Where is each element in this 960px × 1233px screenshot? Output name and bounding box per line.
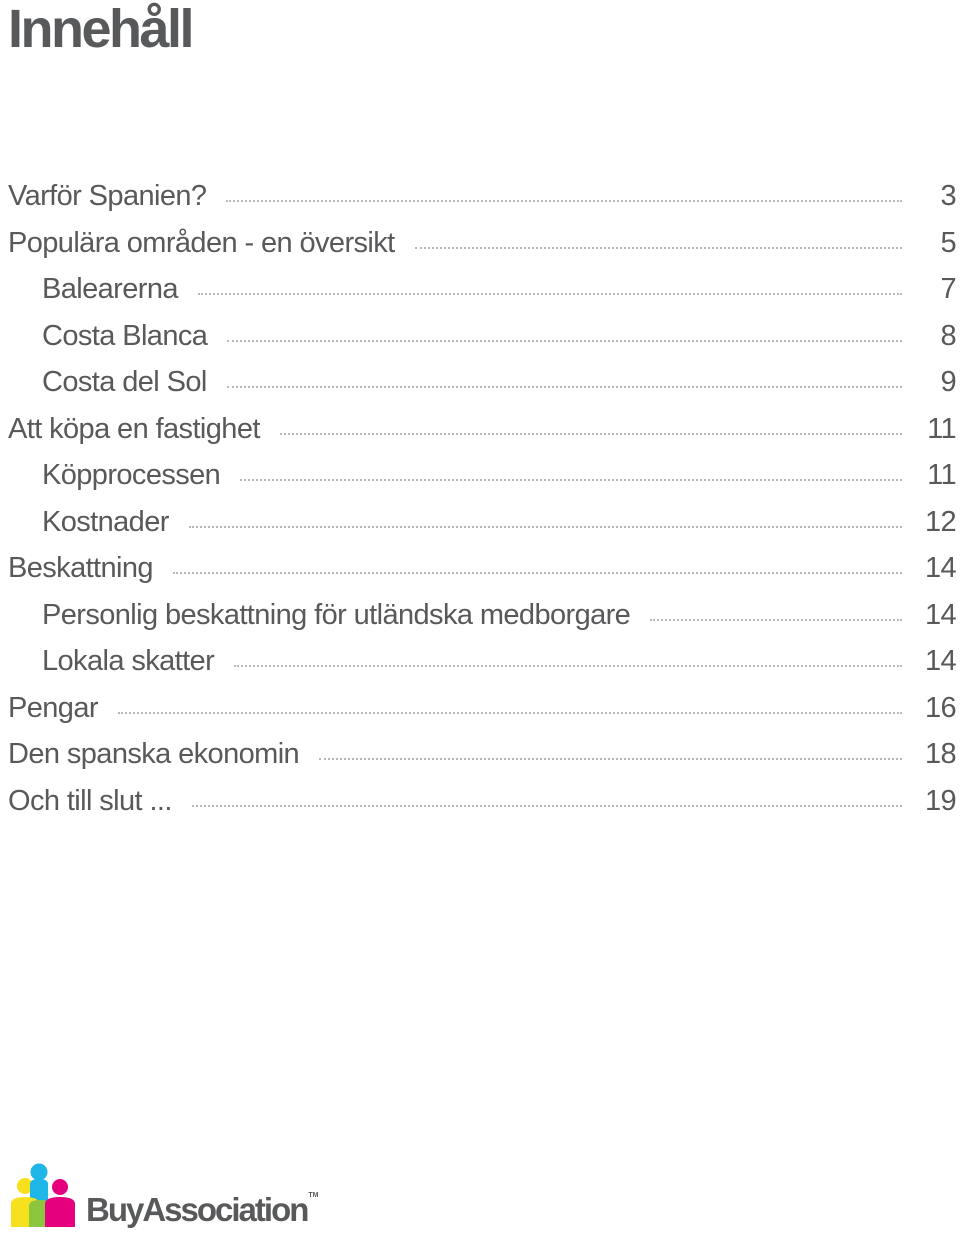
toc-entry-page-number: 16 — [924, 691, 956, 724]
toc-entry-label: Populära områden - en översikt — [8, 226, 395, 259]
toc-entry-label: Pengar — [8, 691, 98, 724]
toc-entry-label: Balearerna — [42, 273, 178, 305]
toc-entry[interactable] — [8, 180, 956, 227]
toc-dot-leader — [226, 200, 902, 202]
toc-entry-label: Kostnader — [42, 505, 169, 538]
toc-entry-page-number: 14 — [924, 598, 956, 631]
toc-dot-leader — [280, 433, 902, 435]
toc-entry[interactable] — [8, 459, 956, 506]
toc-entry-label: Personlig beskattning för utländska medborgare — [42, 598, 631, 631]
toc-entry-page-number: 9 — [940, 366, 956, 398]
toc-entry-label: Och till slut ... — [8, 784, 172, 817]
toc-entry-page-number: 12 — [924, 505, 956, 538]
toc-entry[interactable] — [8, 552, 956, 599]
toc-entry-page-number: 3 — [940, 180, 956, 212]
toc-entry[interactable] — [8, 785, 956, 832]
brand-logo — [8, 1162, 319, 1228]
toc-dot-leader — [118, 712, 902, 714]
toc-entry-label: Varför Spanien? — [8, 180, 207, 212]
toc-dot-leader — [319, 758, 902, 760]
toc-entry[interactable] — [8, 320, 956, 367]
toc-dot-leader — [189, 526, 902, 528]
toc-entry-page-number: 11 — [927, 459, 956, 491]
toc-dot-leader — [227, 340, 902, 342]
toc-entry[interactable] — [8, 366, 956, 413]
toc-dot-leader — [415, 247, 902, 249]
toc-dot-leader — [227, 386, 902, 388]
toc-entry[interactable] — [8, 645, 956, 692]
toc-entry[interactable] — [8, 413, 956, 460]
toc-entry-page-number: 19 — [924, 784, 956, 817]
buyassociation-logo-icon — [8, 1162, 76, 1228]
trademark-mark: TM — [308, 1192, 319, 1199]
toc-entry-page-number: 18 — [924, 738, 956, 770]
toc-entry-label: Den spanska ekonomin — [8, 738, 300, 770]
toc-entry-label: Beskattning — [8, 552, 153, 584]
toc-dot-leader — [173, 572, 902, 574]
toc-dot-leader — [650, 619, 902, 621]
toc-entry-page-number: 5 — [940, 226, 956, 259]
toc-entry-page-number: 8 — [940, 319, 956, 352]
toc-entry[interactable] — [8, 273, 956, 320]
toc-entry[interactable] — [8, 506, 956, 553]
toc-entry-page-number: 14 — [924, 552, 956, 584]
toc-entry-page-number: 11 — [927, 412, 956, 445]
page-title: Innehåll — [8, 0, 193, 59]
toc-entry-page-number: 7 — [940, 273, 956, 305]
table-of-contents — [8, 180, 956, 831]
toc-entry-label: Lokala skatter — [42, 645, 215, 677]
toc-entry-label: Costa Blanca — [42, 319, 208, 352]
toc-entry-label: Köpprocessen — [42, 459, 221, 491]
toc-dot-leader — [198, 293, 902, 295]
brand-name: BuyAssociation — [86, 1191, 308, 1228]
toc-entry-page-number: 14 — [924, 645, 956, 677]
toc-entry-label: Costa del Sol — [42, 366, 207, 398]
toc-dot-leader — [192, 805, 902, 807]
toc-entry[interactable] — [8, 599, 956, 646]
toc-entry-label: Att köpa en fastighet — [8, 412, 260, 445]
toc-entry[interactable] — [8, 227, 956, 274]
toc-dot-leader — [240, 479, 902, 481]
toc-dot-leader — [234, 665, 902, 667]
toc-entry[interactable] — [8, 692, 956, 739]
toc-entry[interactable] — [8, 738, 956, 785]
